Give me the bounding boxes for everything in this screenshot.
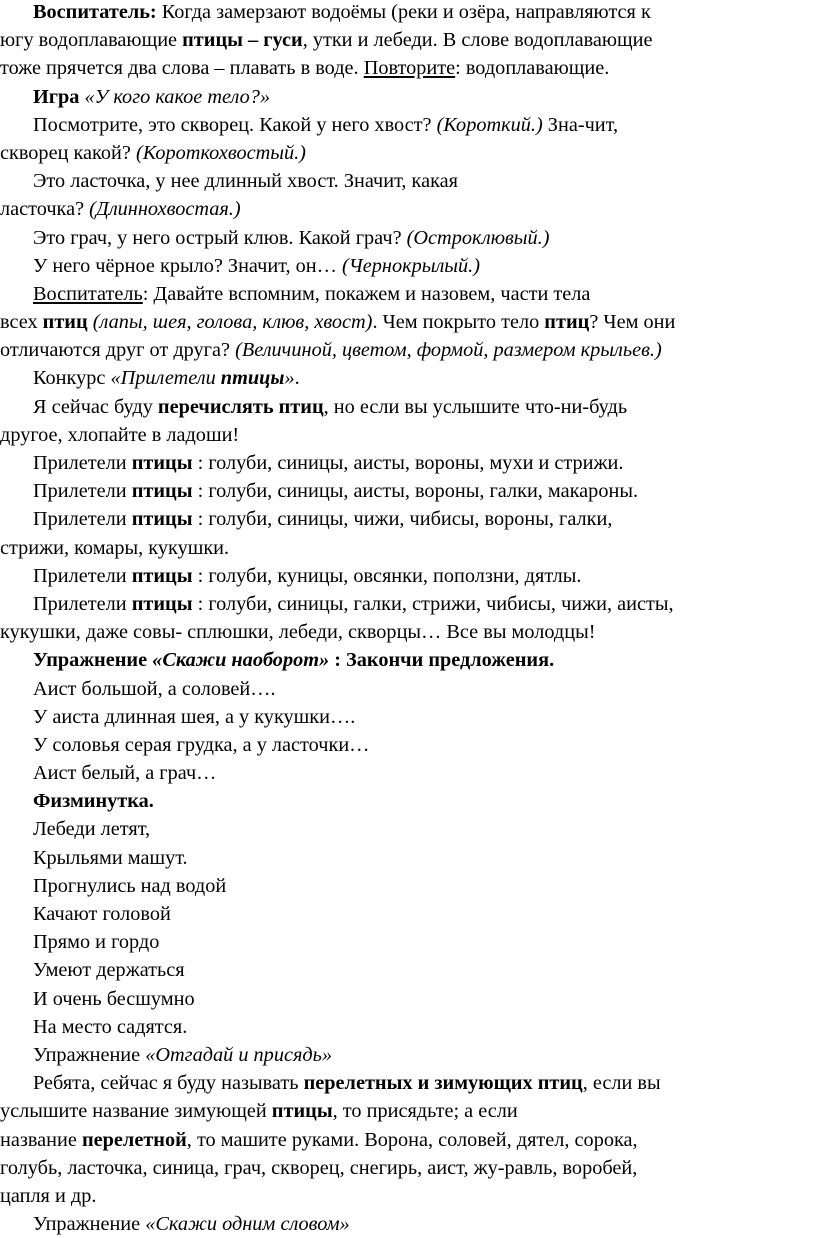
text-run: Игра	[33, 85, 80, 108]
text-run: скворец какой?	[0, 141, 136, 164]
text-line	[0, 1126, 816, 1154]
text-line	[0, 336, 816, 364]
text-run: И очень бесшумно	[33, 987, 195, 1010]
text-line	[0, 646, 816, 674]
text-line	[0, 1013, 816, 1041]
text-line	[0, 26, 816, 54]
text-run: птиц	[42, 311, 88, 334]
text-line	[0, 928, 816, 956]
text-run: На место садятся.	[33, 1015, 188, 1038]
text-run: , то присядьте; а если	[332, 1100, 518, 1123]
text-run: Крыльями машут.	[33, 846, 188, 869]
text-run: , то машите руками. Ворона, соловей, дятел, сорока,	[186, 1128, 638, 1151]
text-line	[0, 1069, 816, 1097]
text-line	[0, 872, 816, 900]
text-run: птицы	[131, 452, 193, 474]
text-run: отличаются друг от друга?	[0, 339, 236, 362]
text-run: Я сейчас буду	[33, 395, 158, 418]
text-run: Аист большой, а соловей….	[33, 677, 276, 700]
text-line	[0, 985, 816, 1013]
text-run: (Короткий.)	[436, 113, 543, 136]
text-run: .	[294, 367, 300, 390]
text-run: Прилетели	[33, 564, 132, 587]
text-run: птицы – гуси	[182, 29, 303, 52]
text-run: : голуби, синицы, галки, стрижи, чибисы, чижи, аисты,	[192, 592, 674, 615]
text-run: Упражнение	[33, 649, 153, 672]
text-run: У него чёрное крыло? Значит, он…	[33, 254, 343, 277]
text-line	[0, 224, 816, 252]
text-run: название	[0, 1128, 82, 1151]
text-run: перечислять птиц	[157, 395, 324, 418]
text-line	[0, 1097, 816, 1125]
text-run: Посмотрите, это скворец. Какой у него хвост?	[33, 113, 437, 136]
text-line	[0, 787, 816, 815]
text-run: (Длиннохвостая.)	[89, 198, 241, 221]
text-line	[0, 477, 816, 505]
text-run: Качают головой	[33, 903, 171, 925]
text-run: : голуби, куницы, овсянки, поползни, дятлы.	[192, 564, 582, 587]
text-line	[0, 449, 816, 477]
text-run: (Чернокрылый.)	[342, 254, 480, 277]
text-run: , утки и лебеди. В слове водоплавающие	[302, 29, 653, 52]
text-line	[0, 111, 816, 139]
text-line	[0, 703, 816, 731]
text-run: (лапы, шея, голова, клюв, хвост)	[92, 311, 373, 334]
text-line	[0, 731, 816, 759]
text-line	[0, 505, 816, 533]
text-run: . Чем покрыто тело	[372, 311, 545, 334]
text-line	[0, 54, 816, 82]
text-run: : водоплавающие.	[455, 57, 610, 80]
text-run: (Остроклювый.)	[406, 226, 550, 249]
text-run: кукушки, даже совы- сплюшки, лебеди, скворцы… Все вы молодцы!	[0, 621, 596, 644]
text-run: У соловья серая грудка, а у ласточки…	[33, 733, 370, 756]
text-line	[0, 534, 816, 562]
text-run: Прогнулись над водой	[33, 874, 227, 897]
text-run: перелетной	[81, 1128, 187, 1151]
text-run: «Отгадай и присядь»	[145, 1043, 333, 1066]
text-run: Это грач, у него острый клюв. Какой грач?	[33, 226, 407, 249]
text-run: птиц	[544, 311, 590, 334]
text-line	[0, 393, 816, 421]
text-run: Прямо и гордо	[33, 931, 160, 954]
text-line	[0, 562, 816, 590]
text-line	[0, 364, 816, 392]
text-run: «Прилетели	[110, 367, 221, 390]
text-line	[0, 1182, 816, 1210]
text-run: : голуби, синицы, аисты, вороны, мухи и стрижи.	[192, 452, 624, 474]
text-line	[0, 1210, 816, 1238]
text-line	[0, 195, 816, 223]
text-line	[0, 590, 816, 618]
text-run: услышите название зимующей	[0, 1100, 272, 1123]
text-line	[0, 815, 816, 843]
text-line	[0, 139, 816, 167]
text-line	[0, 618, 816, 646]
text-run: перелетных и зимующих птиц	[303, 1072, 583, 1095]
text-run: птицы	[220, 367, 285, 390]
text-line	[0, 167, 816, 195]
text-run: Упражнение	[33, 1213, 146, 1236]
text-run: стрижи, комары, кукушки.	[0, 536, 230, 559]
text-run: другое, хлопайте в ладоши!	[0, 423, 240, 446]
text-run: птицы	[131, 508, 193, 531]
text-run: : голуби, синицы, аисты, вороны, галки, макароны.	[192, 480, 639, 503]
text-run: цапля и др.	[0, 1184, 97, 1207]
text-line	[0, 83, 816, 111]
text-run: всех	[0, 311, 43, 334]
text-run: Повторите	[363, 57, 456, 80]
text-run: (Короткохвостый.)	[135, 141, 306, 164]
text-run: «Скажи наоборот»	[152, 649, 330, 672]
text-run: птицы	[271, 1100, 333, 1123]
text-line	[0, 421, 816, 449]
text-line	[0, 900, 816, 928]
text-line	[0, 759, 816, 787]
text-run: Лебеди летят,	[33, 818, 151, 841]
text-run: Аист белый, а грач…	[33, 762, 217, 785]
text-run: Прилетели	[33, 592, 132, 615]
text-run: Прилетели	[33, 452, 132, 474]
text-line	[0, 844, 816, 872]
text-run: , если вы	[582, 1072, 661, 1095]
text-run: ласточка?	[0, 198, 90, 221]
text-run: Это ласточка, у нее длинный хвост. Значит, какая	[33, 170, 458, 193]
text-run: , но если вы услышите что-ни-будь	[323, 395, 628, 418]
text-run: Упражнение	[33, 1043, 146, 1066]
text-run: Ребята, сейчас я буду называть	[33, 1072, 304, 1095]
text-run: птицы	[131, 592, 193, 615]
text-run: Умеют держаться	[33, 959, 185, 982]
text-line	[0, 280, 816, 308]
text-run: : голуби, синицы, чижи, чибисы, вороны, галки,	[192, 508, 613, 531]
text-line	[0, 956, 816, 984]
text-run: : Закончи предложения.	[329, 649, 555, 672]
text-line	[0, 675, 816, 703]
text-run: югу водоплавающие	[0, 29, 183, 52]
text-run: Прилетели	[33, 508, 132, 531]
text-run: Воспитатель:	[33, 1, 157, 23]
text-run: тоже прячется два слова – плавать в воде.	[0, 57, 364, 80]
text-run: Воспитатель	[33, 282, 143, 305]
text-run: Конкурс	[33, 367, 111, 390]
text-line	[0, 1154, 816, 1182]
text-run: Прилетели	[33, 480, 132, 503]
text-run: птицы	[131, 480, 193, 503]
text-line	[0, 252, 816, 280]
text-run: »	[284, 367, 295, 390]
text-run: ? Чем они	[589, 311, 676, 334]
text-run: птицы	[131, 564, 193, 587]
text-run: : Давайте вспомним, покажем и назовем, части тела	[142, 282, 591, 305]
text-run: (Величиной, цветом, формой, размером крыльев.)	[235, 339, 662, 362]
text-run: голубь, ласточка, синица, грач, скворец, снегирь, аист, жу-равль, воробей,	[0, 1156, 638, 1179]
text-run: Зна-чит,	[542, 113, 619, 136]
text-line	[0, 0, 816, 26]
text-run: «У кого какое тело?»	[84, 85, 271, 108]
text-run: Когда замерзают водоёмы (реки и озёра, направляются к	[156, 1, 651, 23]
text-line	[0, 1041, 816, 1069]
text-run: Физминутка.	[33, 790, 154, 813]
text-line	[0, 308, 816, 336]
text-run: У аиста длинная шея, а у кукушки….	[33, 705, 356, 728]
text-run: «Скажи одним словом»	[145, 1213, 350, 1236]
